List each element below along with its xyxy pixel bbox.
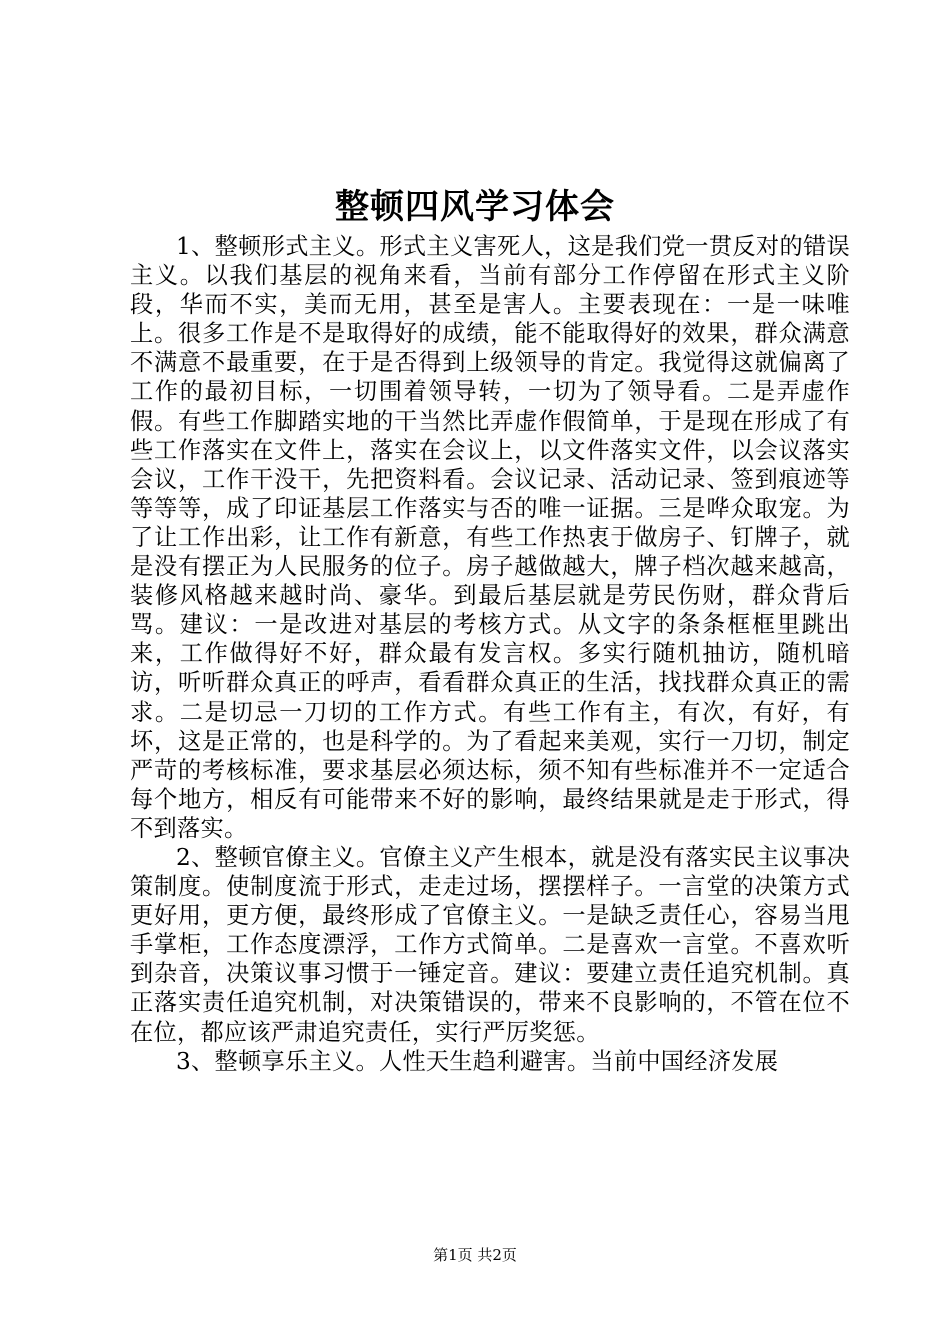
paragraph-hedonism: 3、整顿享乐主义。人性天生趋利避害。当前中国经济发展 [176,1047,779,1075]
page-number-footer: 第1页 共2页 [433,1246,517,1264]
paragraph-formalism: 1、整顿形式主义。形式主义害死人，这是我们党一贯反对的错误主义。以我们基层的视角来看，当前有部分工作停留在形式主义阶段，华而不实，美而无用，甚至是害人。主要表现在：一是一味唯上。很多工作是不是取得好的成绩，能不能取得好的效果，群众满意不满意不最重要，在于是否得到上级领导的肯定。我觉得这就偏离了工作的最初目标，一切围着领导转，一切为了领导看。二是弄虚作假。有些工作脚踏实地的干当然比弄虚作假简单，于是现在形成了有些工作落实在文件上，落实在会议上，以文件落实文件，以会议落实会议，工作干没干，先把资料看。会议记录、活动记录、签到痕迹等等等等，成了印证基层工作落实与否的唯一证据。三是哗众取宠。为了让工作出彩，让工作有新意，有些工作热衷于做房子、钉牌子，就是没有摆正为人民服务的位子。房子越做越大，牌子档次越来越高，装修风格越来越时尚、豪华。到最后基层就是劳民伤财，群众背后骂。建议：一是改进对基层的考核方式。从文字的条条框框里跳出来，工作做得好不好，群众最有发言权。多实行随机抽访，随机暗访，听听群众真正的呼声，看看群众真正的生活，找找群众真正的需求。二是切忌一刀切的工作方式。有些工作有主，有次，有好，有坏，这是正常的，也是科学的。为了看起来美观，实行一刀切，制定严苛的考核标准，要求基层必须达标，须不知有些标准并不一定适合每个地方，相反有可能带来不好的影响，最终结果就是走于形式，得不到落实。 [130,233,850,842]
document-title: 整顿四风学习体会 [335,187,615,227]
paragraph-bureaucratism: 2、整顿官僚主义。官僚主义产生根本，就是没有落实民主议事决策制度。使制度流于形式，走走过场，摆摆样子。一言堂的决策方式更好用，更方便，最终形成了官僚主义。一是缺乏责任心，容易当甩手掌柜，工作态度漂浮，工作方式简单。二是喜欢一言堂。不喜欢听到杂音，决策议事习惯于一锤定音。建议：要建立责任追究机制。真正落实责任追究机制，对决策错误的，带来不良影响的，不管在位不在位，都应该严肃追究责任，实行严厉奖惩。 [130,843,850,1046]
document-body [130,232,850,1076]
